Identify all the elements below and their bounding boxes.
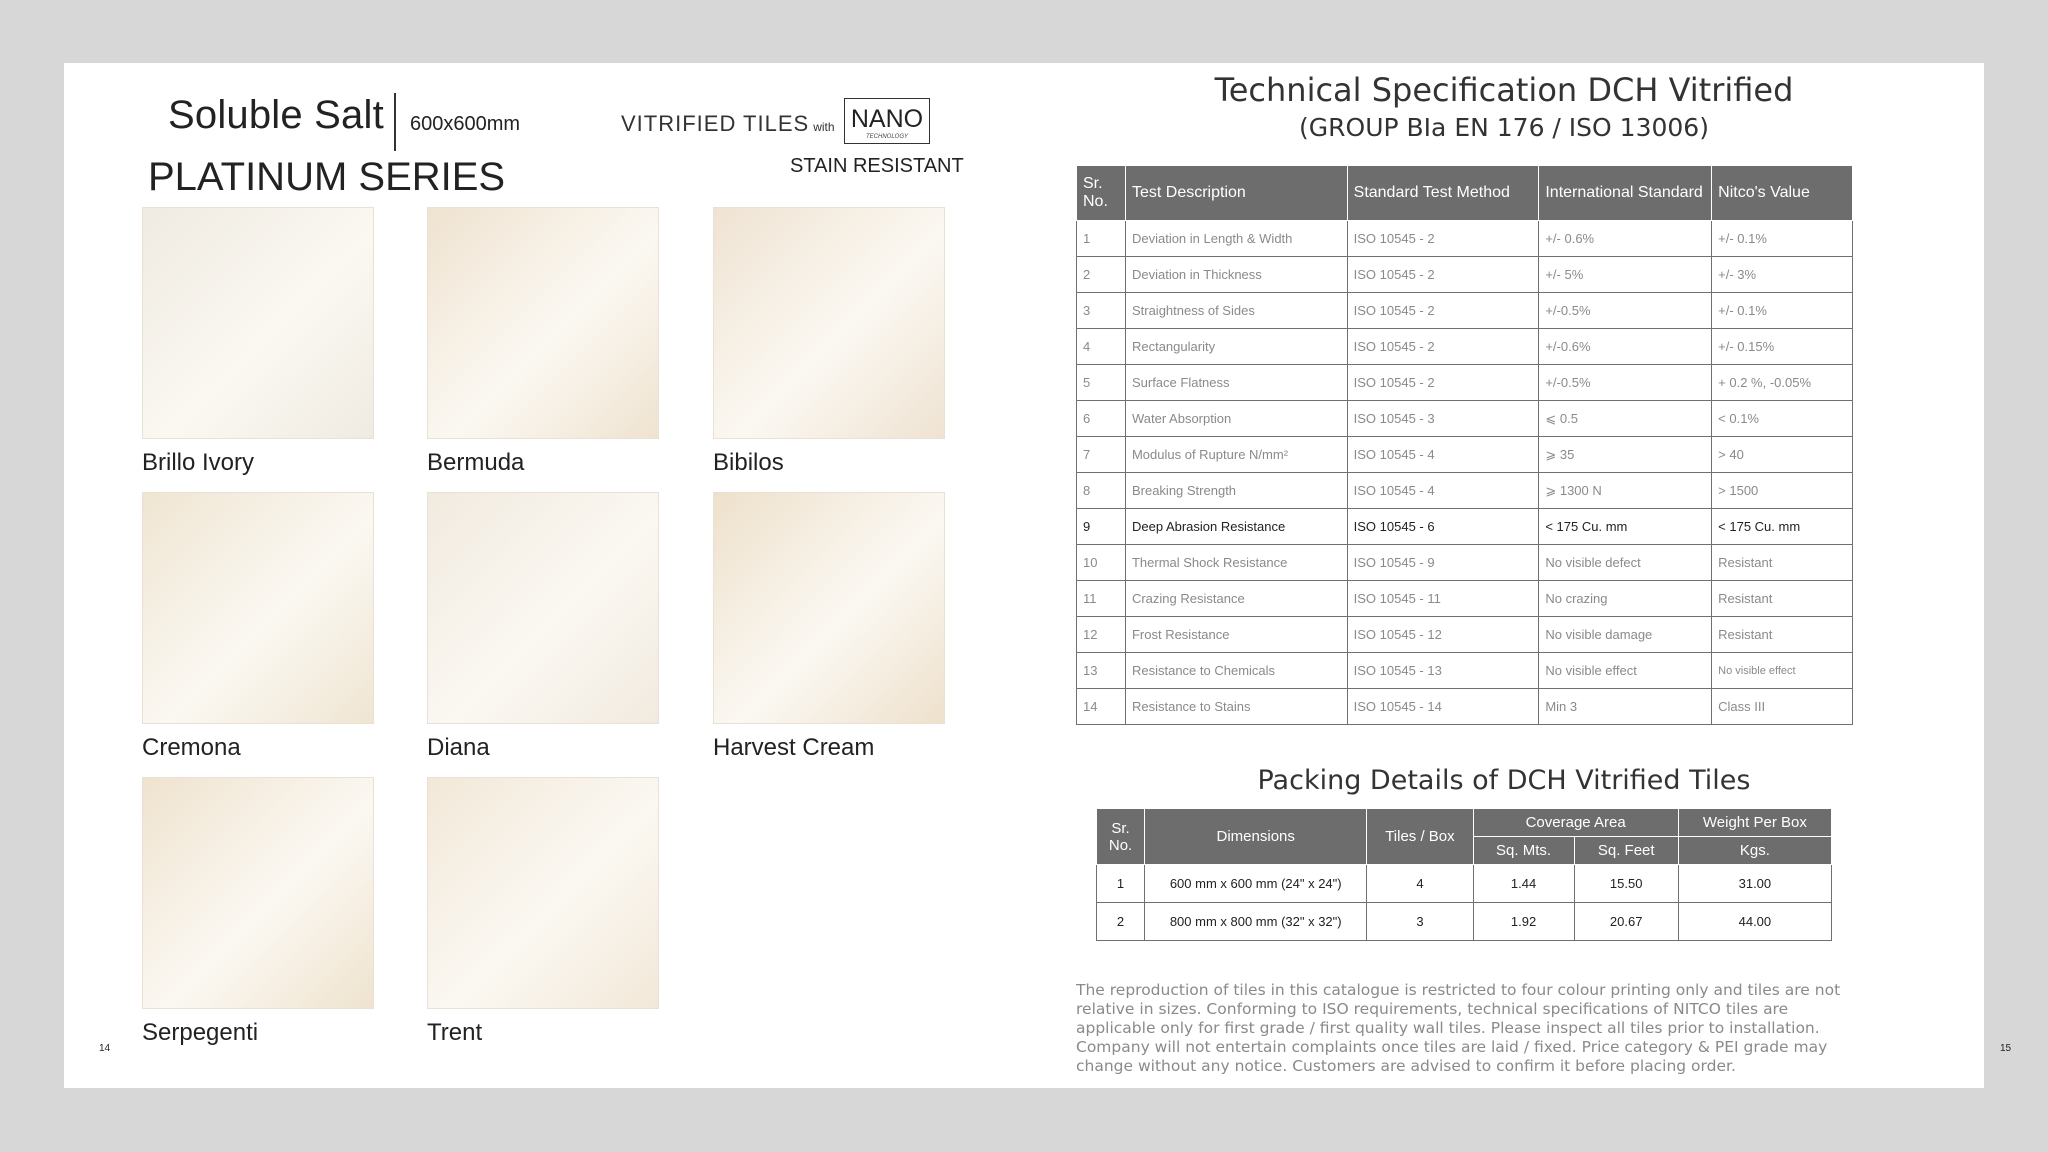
packing-cell: 600 mm x 600 mm (24" x 24")	[1145, 865, 1367, 903]
spec-row	[1077, 365, 1853, 401]
spec-cell: ISO 10545 - 2	[1347, 365, 1539, 401]
tile-swatch	[427, 777, 659, 1009]
spec-cell: Surface Flatness	[1125, 365, 1347, 401]
packing-cell: 20.67	[1574, 903, 1678, 941]
spec-row	[1077, 473, 1853, 509]
spec-cell: +/-0.5%	[1539, 293, 1712, 329]
spec-row	[1077, 545, 1853, 581]
nano-logo	[844, 98, 930, 144]
spec-cell: > 1500	[1712, 473, 1853, 509]
spec-cell: ISO 10545 - 14	[1347, 689, 1539, 725]
spec-cell: ISO 10545 - 13	[1347, 653, 1539, 689]
spec-cell: 12	[1077, 617, 1126, 653]
spec-cell: Resistance to Stains	[1125, 689, 1347, 725]
spec-cell: No crazing	[1539, 581, 1712, 617]
spec-cell: 6	[1077, 401, 1126, 437]
spec-row	[1077, 581, 1853, 617]
spec-cell: Min 3	[1539, 689, 1712, 725]
title-divider	[394, 93, 396, 151]
spec-cell: Modulus of Rupture N/mm²	[1125, 437, 1347, 473]
packing-cell: 2	[1097, 903, 1145, 941]
spec-cell: 11	[1077, 581, 1126, 617]
nano-technology-text: TECHNOLOGY	[865, 134, 908, 140]
spec-cell: 3	[1077, 293, 1126, 329]
spec-cell: ISO 10545 - 11	[1347, 581, 1539, 617]
spec-cell: ⩾ 1300 N	[1539, 473, 1712, 509]
nano-text: NANO	[850, 105, 924, 133]
spec-cell: +/- 0.1%	[1712, 221, 1853, 257]
packing-row	[1097, 865, 1832, 903]
packing-cell: 15.50	[1574, 865, 1678, 903]
page-number-left: 14	[99, 1043, 111, 1054]
spec-cell: No visible effect	[1539, 653, 1712, 689]
spec-cell: Resistant	[1712, 545, 1853, 581]
spec-row	[1077, 509, 1853, 545]
packing-row	[1097, 903, 1832, 941]
spec-cell: ISO 10545 - 12	[1347, 617, 1539, 653]
tile-name: Trent	[427, 1019, 483, 1046]
pack-header-tiles-box: Tiles / Box	[1367, 809, 1473, 865]
spec-cell: 14	[1077, 689, 1126, 725]
spec-cell: ⩽ 0.5	[1539, 401, 1712, 437]
spec-row	[1077, 293, 1853, 329]
tile-name: Harvest Cream	[713, 734, 875, 761]
spec-row	[1077, 617, 1853, 653]
spec-cell: +/- 3%	[1712, 257, 1853, 293]
spec-title: Technical Specification DCH Vitrified	[1214, 71, 1794, 109]
spec-cell: > 40	[1712, 437, 1853, 473]
spec-cell: No visible defect	[1539, 545, 1712, 581]
pack-header-sr: Sr. No.	[1097, 809, 1145, 865]
packing-cell: 3	[1367, 903, 1473, 941]
spec-row	[1077, 257, 1853, 293]
packing-cell: 1.92	[1473, 903, 1574, 941]
spec-cell: Deviation in Thickness	[1125, 257, 1347, 293]
vitrified-text: VITRIFIED TILES	[621, 111, 810, 136]
tile-name: Bermuda	[427, 449, 525, 476]
spec-cell: ISO 10545 - 2	[1347, 293, 1539, 329]
spec-cell: Deviation in Length & Width	[1125, 221, 1347, 257]
disclaimer-text: The reproduction of tiles in this catalogue is restricted to four colour printing only and tiles are not relative in sizes. Conforming to ISO requirements, technical specifications of NITCO tiles are applicable only for first grade / first quality wall tiles. Please inspect all tiles prior to installation. Company will not entertain complaints once tiles are laid / fixed. Price category & PEI grade may change without any notice. Customers are advised to confirm it before placing order.	[1076, 981, 1841, 1075]
product-title: Soluble Salt	[168, 93, 384, 137]
packing-cell: 4	[1367, 865, 1473, 903]
packing-header-row	[1097, 809, 1832, 837]
spec-header-cell: International Standard	[1539, 166, 1712, 221]
spec-cell: Crazing Resistance	[1125, 581, 1347, 617]
spec-row	[1077, 437, 1853, 473]
tile-swatch	[142, 207, 374, 439]
packing-cell: 1	[1097, 865, 1145, 903]
spec-cell: 1	[1077, 221, 1126, 257]
tile-name: Cremona	[142, 734, 241, 761]
spec-row	[1077, 401, 1853, 437]
spec-header-cell: Test Description	[1125, 166, 1347, 221]
spec-cell: No visible effect	[1712, 653, 1853, 689]
spec-cell: Rectangularity	[1125, 329, 1347, 365]
packing-cell: 1.44	[1473, 865, 1574, 903]
spec-cell: Resistant	[1712, 617, 1853, 653]
spec-cell: 13	[1077, 653, 1126, 689]
tile-swatch	[427, 207, 659, 439]
spec-header-row	[1077, 166, 1853, 221]
pack-header-sqm: Sq. Mts.	[1473, 837, 1574, 865]
spec-cell: ⩾ 35	[1539, 437, 1712, 473]
spec-cell: < 175 Cu. mm	[1712, 509, 1853, 545]
right-page	[1024, 63, 2012, 1088]
spec-cell: 5	[1077, 365, 1126, 401]
spec-row	[1077, 329, 1853, 365]
spec-cell: 9	[1077, 509, 1126, 545]
tile-swatch	[142, 777, 374, 1009]
vitrified-label	[621, 111, 835, 137]
spec-cell: Breaking Strength	[1125, 473, 1347, 509]
spec-cell: ISO 10545 - 4	[1347, 437, 1539, 473]
stain-resistant-label: STAIN RESISTANT	[790, 155, 964, 177]
spec-cell: Class III	[1712, 689, 1853, 725]
pack-header-dimensions: Dimensions	[1145, 809, 1367, 865]
left-page	[64, 63, 1024, 1088]
spec-cell: +/- 0.15%	[1712, 329, 1853, 365]
spec-cell: Deep Abrasion Resistance	[1125, 509, 1347, 545]
packing-table	[1096, 808, 1832, 941]
spec-cell: ISO 10545 - 2	[1347, 329, 1539, 365]
spec-cell: 2	[1077, 257, 1126, 293]
tile-name: Serpegenti	[142, 1019, 259, 1046]
series-title: PLATINUM SERIES	[148, 155, 506, 199]
page-number-right: 15	[2000, 1043, 2012, 1054]
tile-name: Bibilos	[713, 449, 784, 476]
spec-cell: ISO 10545 - 3	[1347, 401, 1539, 437]
spec-cell: < 175 Cu. mm	[1539, 509, 1712, 545]
spec-header-cell: Nitco's Value	[1712, 166, 1853, 221]
spec-cell: Resistant	[1712, 581, 1853, 617]
packing-title: Packing Details of DCH Vitrified Tiles	[1257, 765, 1751, 796]
spec-cell: Resistance to Chemicals	[1125, 653, 1347, 689]
spec-cell: ISO 10545 - 4	[1347, 473, 1539, 509]
spec-cell: + 0.2 %, -0.05%	[1712, 365, 1853, 401]
spec-cell: +/-0.5%	[1539, 365, 1712, 401]
pack-header-coverage: Coverage Area	[1473, 809, 1678, 837]
spec-cell: +/- 5%	[1539, 257, 1712, 293]
tile-swatch	[142, 492, 374, 724]
packing-cell: 800 mm x 800 mm (32" x 32")	[1145, 903, 1367, 941]
catalogue-spread	[64, 63, 2012, 1088]
spec-cell: +/- 0.1%	[1712, 293, 1853, 329]
pack-header-weight: Weight Per Box	[1678, 809, 1831, 837]
spec-cell: ISO 10545 - 2	[1347, 257, 1539, 293]
spec-cell: Water Absorption	[1125, 401, 1347, 437]
spec-subtitle: (GROUP BIa EN 176 / ISO 13006)	[1299, 113, 1709, 142]
spec-header-cell: Sr. No.	[1077, 166, 1126, 221]
spec-cell: ISO 10545 - 9	[1347, 545, 1539, 581]
spec-cell: Straightness of Sides	[1125, 293, 1347, 329]
packing-cell: 31.00	[1678, 865, 1831, 903]
spec-cell: No visible damage	[1539, 617, 1712, 653]
spec-cell: 7	[1077, 437, 1126, 473]
spec-cell: 4	[1077, 329, 1126, 365]
spec-row	[1077, 653, 1853, 689]
pack-header-sqft: Sq. Feet	[1574, 837, 1678, 865]
spec-cell: Thermal Shock Resistance	[1125, 545, 1347, 581]
tile-size: 600x600mm	[410, 113, 521, 135]
spec-cell: 10	[1077, 545, 1126, 581]
tile-name: Brillo Ivory	[142, 449, 255, 476]
spec-cell: 8	[1077, 473, 1126, 509]
spec-row	[1077, 689, 1853, 725]
packing-cell: 44.00	[1678, 903, 1831, 941]
spec-header-cell: Standard Test Method	[1347, 166, 1539, 221]
with-text: with	[813, 120, 835, 134]
tile-name: Diana	[427, 734, 490, 761]
tile-swatch	[427, 492, 659, 724]
spec-cell: +/-0.6%	[1539, 329, 1712, 365]
spec-table	[1076, 165, 1853, 725]
spec-row	[1077, 221, 1853, 257]
tile-swatch	[713, 492, 945, 724]
spec-cell: +/- 0.6%	[1539, 221, 1712, 257]
spec-cell: Frost Resistance	[1125, 617, 1347, 653]
tile-swatch	[713, 207, 945, 439]
spec-cell: ISO 10545 - 6	[1347, 509, 1539, 545]
spec-cell: ISO 10545 - 2	[1347, 221, 1539, 257]
spec-cell: < 0.1%	[1712, 401, 1853, 437]
pack-header-kgs: Kgs.	[1678, 837, 1831, 865]
